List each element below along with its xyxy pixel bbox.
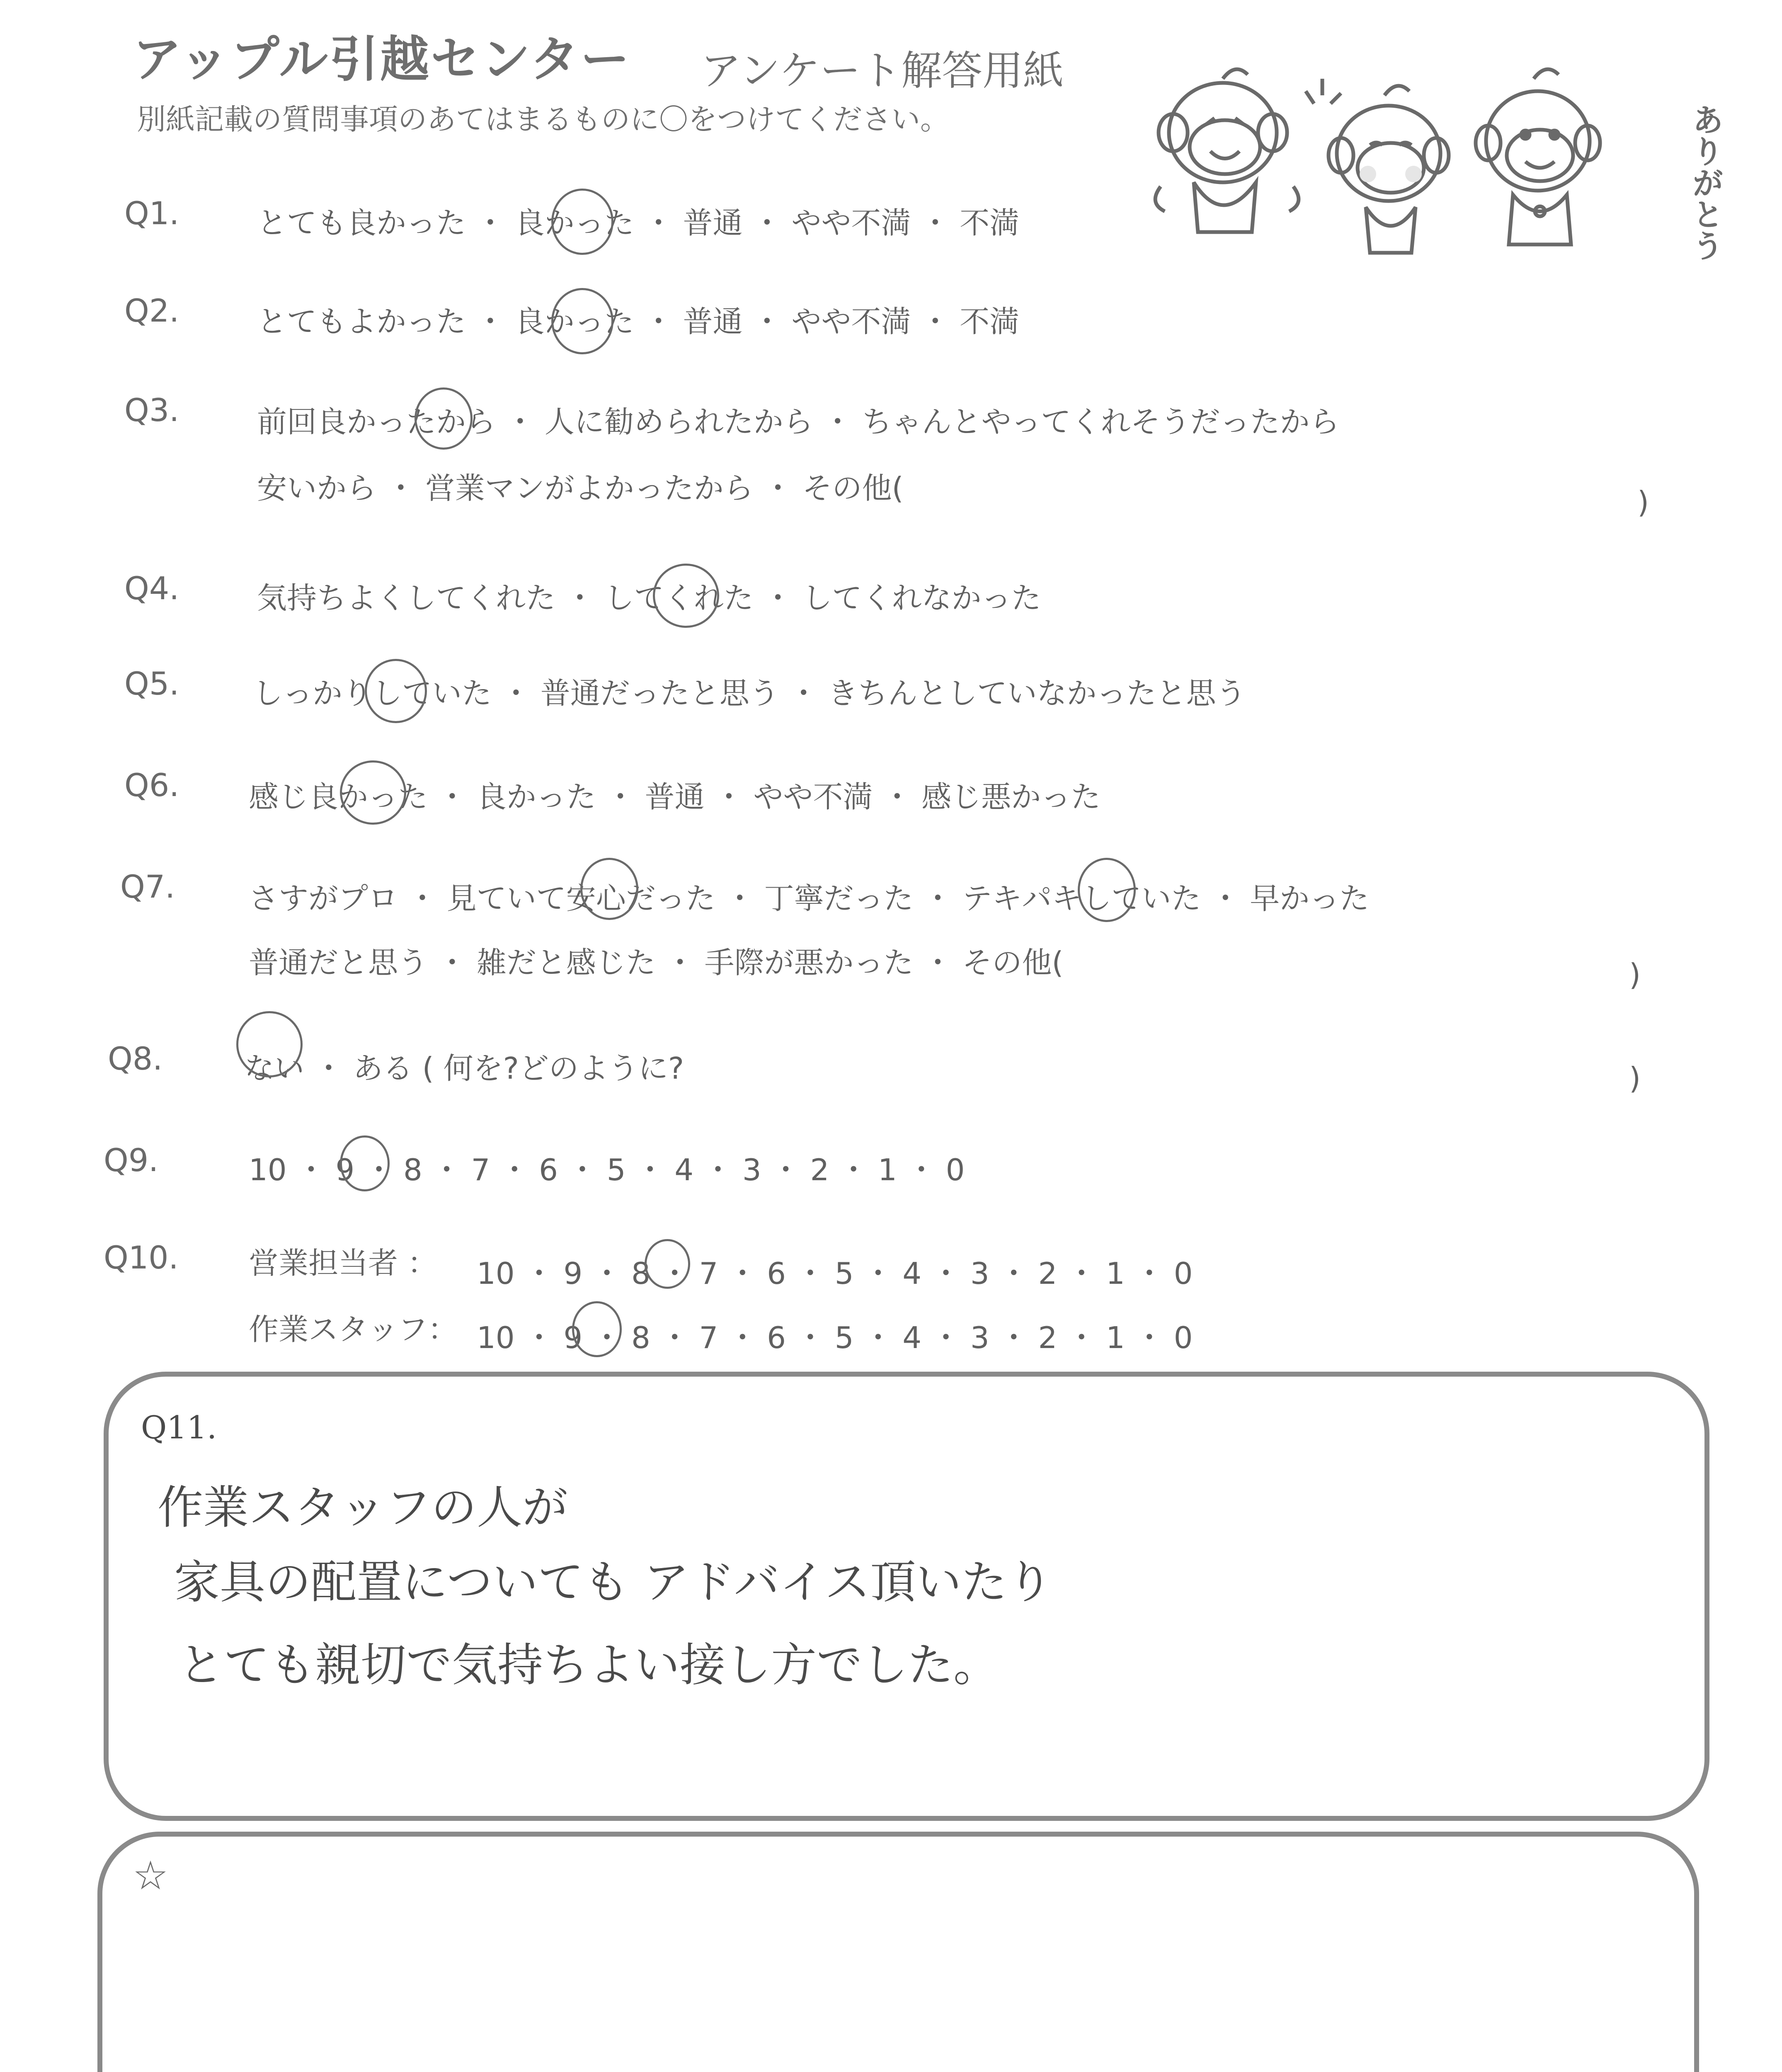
- q8-selection-circle: [236, 1011, 303, 1077]
- q4-selection-circle: [653, 564, 719, 628]
- q9-selection-circle: [340, 1135, 390, 1191]
- mascot-illustration: [1152, 62, 1670, 278]
- q10-staff-selection-circle: [572, 1301, 622, 1357]
- q3-options-line2[interactable]: 安いから ・ 営業マンがよかったから ・ その他(: [257, 471, 904, 506]
- thanks-text: ありがとう: [1687, 104, 1724, 261]
- q1-selection-circle: [551, 189, 613, 255]
- instructions: 別紙記載の質問事項のあてはまるものに〇をつけてください。: [137, 102, 949, 136]
- q7-options-line1[interactable]: さすがプロ ・ 見ていて安心だった ・ 丁寧だった ・ テキパキしていた ・ 早かった: [249, 881, 1370, 916]
- q10-sales-scale[interactable]: 10 ・ 9 ・ 8 ・ 7 ・ 6 ・ 5 ・ 4 ・ 3 ・ 2 ・ 1 ・ 0: [477, 1256, 1193, 1291]
- q5-number: Q5.: [124, 665, 179, 702]
- q2-number: Q2.: [124, 292, 179, 329]
- company-name: アップル引越センター: [133, 31, 631, 88]
- q10-staff-label: 作業スタッフ：: [249, 1312, 458, 1347]
- form-title: アンケート解答用紙: [701, 47, 1064, 94]
- q4-number: Q4.: [124, 570, 179, 607]
- q1-options[interactable]: とても良かった ・ 良かった ・ 普通 ・ やや不満 ・ 不満: [257, 206, 1020, 240]
- monkey-1-icon: [1155, 69, 1299, 232]
- q7-selection-circle-1: [580, 858, 638, 920]
- q10-sales-selection-circle: [645, 1239, 690, 1289]
- q5-options[interactable]: しっかりしていた ・ 普通だったと思う ・ きちんとしていなかったと思う: [253, 676, 1246, 711]
- q7-close-paren: ): [1629, 957, 1641, 992]
- q10-number: Q10.: [104, 1239, 179, 1276]
- q2-options[interactable]: とてもよかった ・ 良かった ・ 普通 ・ やや不満 ・ 不満: [257, 304, 1020, 339]
- q11-label: Q11.: [141, 1409, 217, 1446]
- q4-options[interactable]: 気持ちよくしてくれた ・ してくれた ・ してくれなかった: [257, 581, 1041, 615]
- q10-staff-scale[interactable]: 10 ・ 9 ・ 8 ・ 7 ・ 6 ・ 5 ・ 4 ・ 3 ・ 2 ・ 1 ・ 0: [477, 1320, 1193, 1355]
- q8-options[interactable]: ない ・ ある ( 何を?どのように?: [245, 1051, 684, 1086]
- q7-options-line2[interactable]: 普通だと思う ・ 雑だと感じた ・ 手際が悪かった ・ その他(: [249, 945, 1064, 980]
- monkey-2-icon: [1306, 79, 1449, 253]
- q8-close-paren: ): [1629, 1061, 1641, 1096]
- q9-number: Q9.: [104, 1142, 159, 1179]
- q3-options-line1[interactable]: 前回良かったから ・ 人に勧められたから ・ ちゃんとやってくれそうだったから: [257, 404, 1340, 439]
- q5-selection-circle: [365, 659, 427, 723]
- q3-selection-circle: [415, 387, 473, 450]
- q10-sales-label: 営業担当者 ：: [249, 1246, 437, 1280]
- q3-number: Q3.: [124, 392, 179, 428]
- q6-selection-circle: [340, 760, 406, 825]
- q11-comment-line2: 家具の配置についても アドバイス頂いたり: [174, 1556, 1053, 1609]
- q11-comment-line3: とても親切で気持ちよい接し方でした。: [178, 1639, 999, 1692]
- q2-selection-circle: [551, 288, 613, 354]
- star-icon: ☆: [133, 1852, 169, 1899]
- q7-selection-circle-2: [1078, 858, 1136, 922]
- q8-number: Q8.: [108, 1040, 163, 1077]
- star-comment-box[interactable]: [97, 1832, 1699, 2072]
- q7-number: Q7.: [120, 868, 175, 905]
- q11-comment-line1: 作業スタッフの人が: [158, 1481, 568, 1534]
- q3-close-paren: ): [1637, 485, 1649, 520]
- q9-scale[interactable]: 10 ・ 9 ・ 8 ・ 7 ・ 6 ・ 5 ・ 4 ・ 3 ・ 2 ・ 1 ・ 0: [249, 1152, 965, 1187]
- q1-number: Q1.: [124, 195, 179, 232]
- q6-number: Q6.: [124, 767, 179, 804]
- q6-options[interactable]: 感じ良かった ・ 良かった ・ 普通 ・ やや不満 ・ 感じ悪かった: [249, 779, 1101, 814]
- monkey-3-icon: [1476, 69, 1600, 244]
